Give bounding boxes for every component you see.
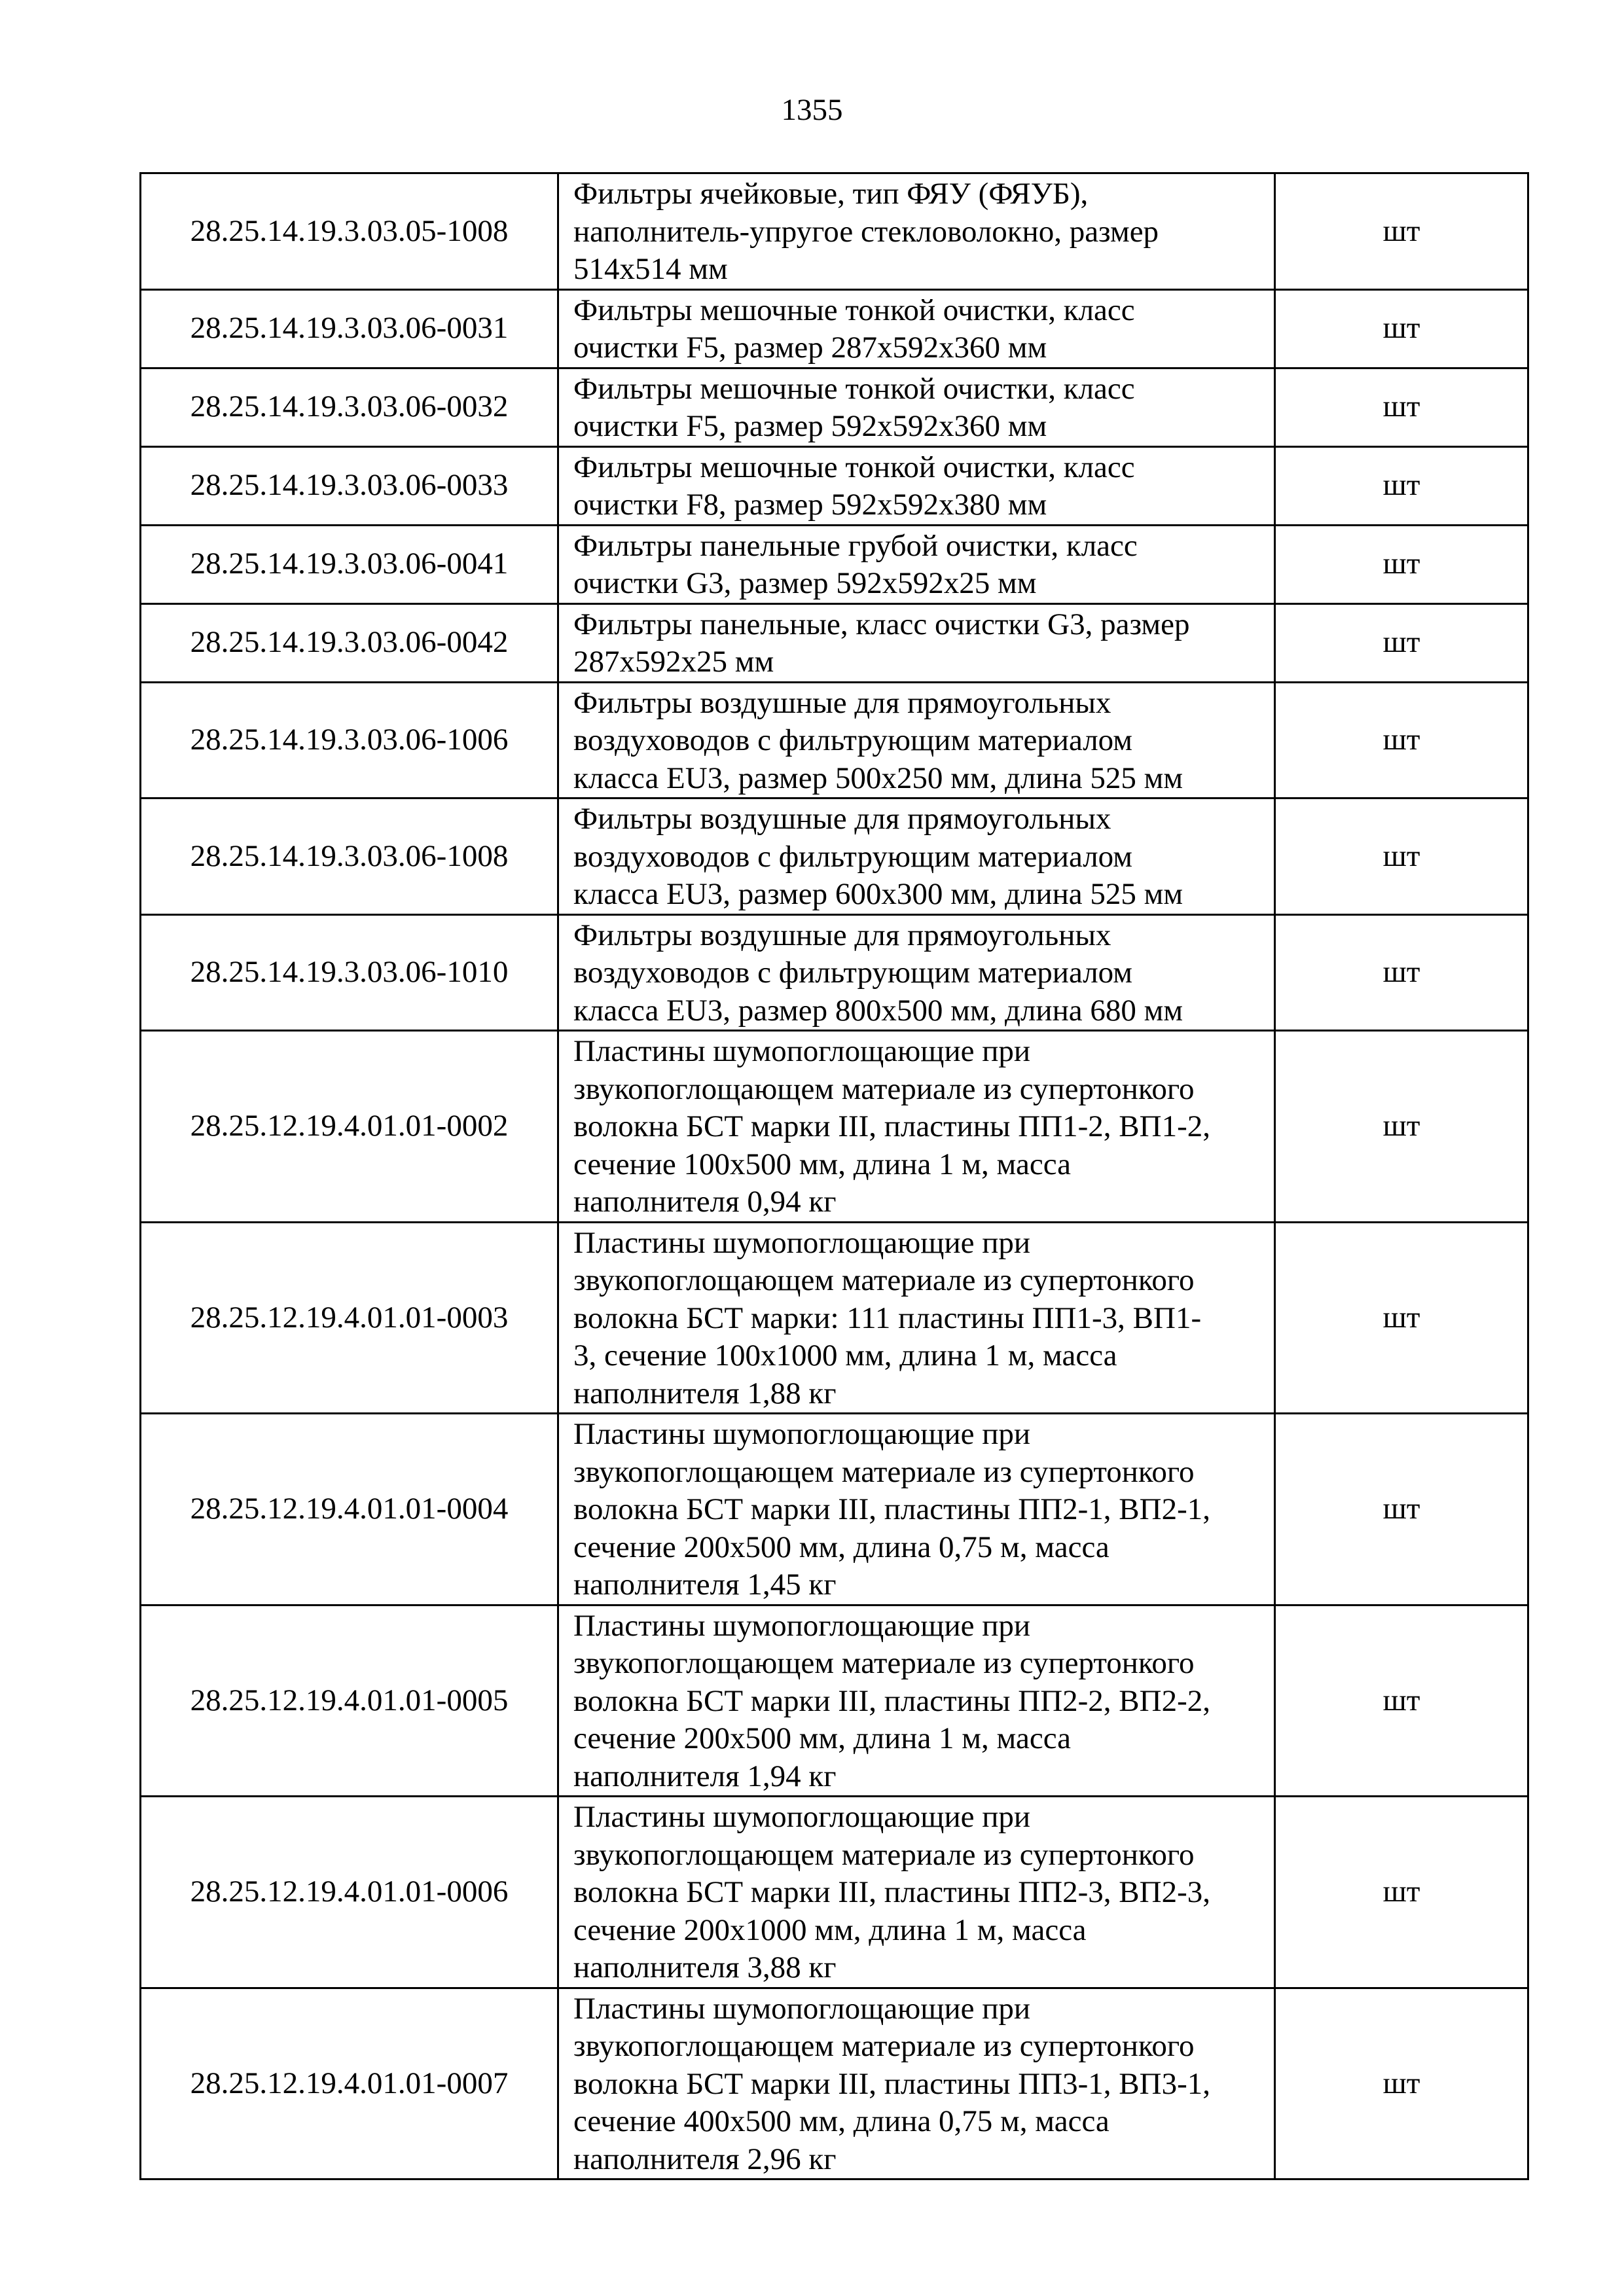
table-row bbox=[141, 1031, 1528, 1223]
resource-description-cell bbox=[558, 1031, 1275, 1223]
resource-description-cell bbox=[558, 446, 1275, 525]
description-line: класса EU3, размер 500х250 мм, длина 525 мм bbox=[573, 761, 1183, 795]
table-row bbox=[141, 1605, 1528, 1797]
unit-cell: шт bbox=[1275, 1031, 1528, 1223]
description-line: класса EU3, размер 600х300 мм, длина 525 мм bbox=[573, 877, 1183, 911]
unit-cell: шт bbox=[1275, 1605, 1528, 1797]
description-line: звукопоглощающем материале из супертонкого bbox=[573, 1263, 1195, 1297]
resource-code-cell: 28.25.14.19.3.03.06-0032 bbox=[141, 368, 558, 446]
description-line: очистки F5, размер 287х592х360 мм bbox=[573, 331, 1047, 365]
description-line: воздуховодов с фильтрующим материалом bbox=[573, 723, 1133, 757]
resource-code-cell: 28.25.14.19.3.03.06-1010 bbox=[141, 914, 558, 1031]
resource-description-cell bbox=[558, 798, 1275, 915]
resource-code-cell: 28.25.14.19.3.03.06-0042 bbox=[141, 603, 558, 682]
resource-description-cell bbox=[558, 603, 1275, 682]
description-line: Фильтры воздушные для прямоугольных bbox=[573, 918, 1111, 952]
table-row bbox=[141, 603, 1528, 682]
description-line: 514х514 мм bbox=[573, 252, 728, 286]
description-line: волокна БСТ марки III, пластины ПП2-1, ВП2-1, bbox=[573, 1492, 1210, 1526]
resource-description-cell bbox=[558, 1797, 1275, 1988]
description-line: Фильтры воздушные для прямоугольных bbox=[573, 685, 1111, 720]
table-row bbox=[141, 798, 1528, 915]
description-line: Пластины шумопоглощающие при bbox=[573, 1800, 1031, 1834]
resource-description-cell bbox=[558, 1605, 1275, 1797]
resource-description-cell bbox=[558, 1414, 1275, 1605]
table-row bbox=[141, 914, 1528, 1031]
description-line: наполнителя 1,94 кг bbox=[573, 1759, 837, 1793]
unit-cell: шт bbox=[1275, 173, 1528, 290]
description-line: Фильтры мешочные тонкой очистки, класс bbox=[573, 450, 1135, 484]
resource-description-cell bbox=[558, 289, 1275, 368]
page-number: 1355 bbox=[781, 93, 843, 127]
description-line: Пластины шумопоглощающие при bbox=[573, 1034, 1031, 1068]
description-line: волокна БСТ марки III, пластины ПП2-2, ВП2-2, bbox=[573, 1683, 1210, 1718]
description-line: очистки F8, размер 592х592х380 мм bbox=[573, 488, 1047, 522]
table-row bbox=[141, 1797, 1528, 1988]
unit-cell: шт bbox=[1275, 289, 1528, 368]
description-line: звукопоглощающем материале из супертонкого bbox=[573, 1837, 1195, 1872]
description-line: Пластины шумопоглощающие при bbox=[573, 1417, 1031, 1451]
table-row bbox=[141, 446, 1528, 525]
description-line: Фильтры панельные, класс очистки G3, размер bbox=[573, 607, 1190, 641]
unit-cell: шт bbox=[1275, 914, 1528, 1031]
unit-cell: шт bbox=[1275, 1988, 1528, 2179]
description-line: звукопоглощающем материале из супертонкого bbox=[573, 1454, 1195, 1489]
resource-code-cell: 28.25.12.19.4.01.01-0003 bbox=[141, 1222, 558, 1414]
description-line: волокна БСТ марки III, пластины ПП1-2, ВП1-2, bbox=[573, 1109, 1210, 1143]
resource-code-cell: 28.25.12.19.4.01.01-0002 bbox=[141, 1031, 558, 1223]
description-line: наполнителя 1,45 кг bbox=[573, 1568, 837, 1602]
description-line: наполнителя 3,88 кг bbox=[573, 1950, 837, 1984]
unit-cell: шт bbox=[1275, 525, 1528, 603]
description-line: сечение 200х500 мм, длина 0,75 м, масса bbox=[573, 1530, 1110, 1564]
description-line: класса EU3, размер 800х500 мм, длина 680 мм bbox=[573, 993, 1183, 1028]
description-line: очистки F5, размер 592х592х360 мм bbox=[573, 409, 1047, 443]
unit-cell: шт bbox=[1275, 368, 1528, 446]
resource-description-cell bbox=[558, 525, 1275, 603]
resource-code-cell: 28.25.14.19.3.03.06-0041 bbox=[141, 525, 558, 603]
unit-cell: шт bbox=[1275, 1797, 1528, 1988]
resource-code-cell: 28.25.12.19.4.01.01-0006 bbox=[141, 1797, 558, 1988]
description-line: наполнитель-упругое стекловолокно, размер bbox=[573, 214, 1159, 249]
resource-code-cell: 28.25.12.19.4.01.01-0007 bbox=[141, 1988, 558, 2179]
description-line: волокна БСТ марки III, пластины ПП3-1, ВП3-1, bbox=[573, 2066, 1210, 2101]
resource-description-cell bbox=[558, 1988, 1275, 2179]
description-line: волокна БСТ марки: 111 пластины ПП1-3, ВП1- bbox=[573, 1300, 1202, 1335]
unit-cell: шт bbox=[1275, 1414, 1528, 1605]
description-line: звукопоглощающем материале из супертонкого bbox=[573, 1071, 1195, 1106]
description-line: волокна БСТ марки III, пластины ПП2-3, ВП2-3, bbox=[573, 1875, 1210, 1909]
table-row bbox=[141, 173, 1528, 290]
resource-code-cell: 28.25.14.19.3.03.06-0033 bbox=[141, 446, 558, 525]
description-line: 287х592х25 мм bbox=[573, 645, 774, 679]
resource-description-cell bbox=[558, 682, 1275, 798]
description-line: Пластины шумопоглощающие при bbox=[573, 1608, 1031, 1643]
resource-description-cell bbox=[558, 914, 1275, 1031]
description-line: Фильтры воздушные для прямоугольных bbox=[573, 802, 1111, 836]
table-row bbox=[141, 1222, 1528, 1414]
description-line: 3, сечение 100х1000 мм, длина 1 м, масса bbox=[573, 1338, 1117, 1372]
table-row bbox=[141, 525, 1528, 603]
unit-cell: шт bbox=[1275, 603, 1528, 682]
description-line: звукопоглощающем материале из супертонкого bbox=[573, 2029, 1195, 2063]
resource-description-cell bbox=[558, 368, 1275, 446]
table-row bbox=[141, 682, 1528, 798]
description-line: воздуховодов с фильтрующим материалом bbox=[573, 839, 1133, 874]
description-line: Фильтры мешочные тонкой очистки, класс bbox=[573, 293, 1135, 327]
description-line: Фильтры ячейковые, тип ФЯУ (ФЯУБ), bbox=[573, 177, 1089, 211]
description-line: Пластины шумопоглощающие при bbox=[573, 1991, 1031, 2026]
resource-description-cell bbox=[558, 173, 1275, 290]
unit-cell: шт bbox=[1275, 798, 1528, 915]
table-row bbox=[141, 289, 1528, 368]
description-line: воздуховодов с фильтрующим материалом bbox=[573, 956, 1133, 990]
unit-cell: шт bbox=[1275, 1222, 1528, 1414]
description-line: звукопоглощающем материале из супертонкого bbox=[573, 1646, 1195, 1680]
table-body bbox=[141, 173, 1528, 2179]
description-line: очистки G3, размер 592х592х25 мм bbox=[573, 566, 1037, 600]
table-row bbox=[141, 1414, 1528, 1605]
resource-code-cell: 28.25.14.19.3.03.05-1008 bbox=[141, 173, 558, 290]
resource-code-cell: 28.25.12.19.4.01.01-0005 bbox=[141, 1605, 558, 1797]
description-line: сечение 400х500 мм, длина 0,75 м, масса bbox=[573, 2104, 1110, 2138]
description-line: наполнителя 0,94 кг bbox=[573, 1185, 837, 1219]
unit-cell: шт bbox=[1275, 446, 1528, 525]
resource-code-cell: 28.25.14.19.3.03.06-1006 bbox=[141, 682, 558, 798]
description-line: наполнителя 2,96 кг bbox=[573, 2142, 837, 2176]
resource-table bbox=[139, 172, 1529, 2180]
resource-code-cell: 28.25.14.19.3.03.06-0031 bbox=[141, 289, 558, 368]
resource-description-cell bbox=[558, 1222, 1275, 1414]
description-line: сечение 200х500 мм, длина 1 м, масса bbox=[573, 1721, 1071, 1755]
description-line: Пластины шумопоглощающие при bbox=[573, 1225, 1031, 1260]
unit-cell: шт bbox=[1275, 682, 1528, 798]
description-line: Фильтры панельные грубой очистки, класс bbox=[573, 528, 1138, 563]
description-line: Фильтры мешочные тонкой очистки, класс bbox=[573, 371, 1135, 406]
table-row bbox=[141, 368, 1528, 446]
description-line: сечение 200х1000 мм, длина 1 м, масса bbox=[573, 1912, 1087, 1947]
resource-code-cell: 28.25.14.19.3.03.06-1008 bbox=[141, 798, 558, 915]
table-row bbox=[141, 1988, 1528, 2179]
description-line: сечение 100х500 мм, длина 1 м, масса bbox=[573, 1147, 1071, 1181]
description-line: наполнителя 1,88 кг bbox=[573, 1376, 837, 1410]
resource-code-cell: 28.25.12.19.4.01.01-0004 bbox=[141, 1414, 558, 1605]
